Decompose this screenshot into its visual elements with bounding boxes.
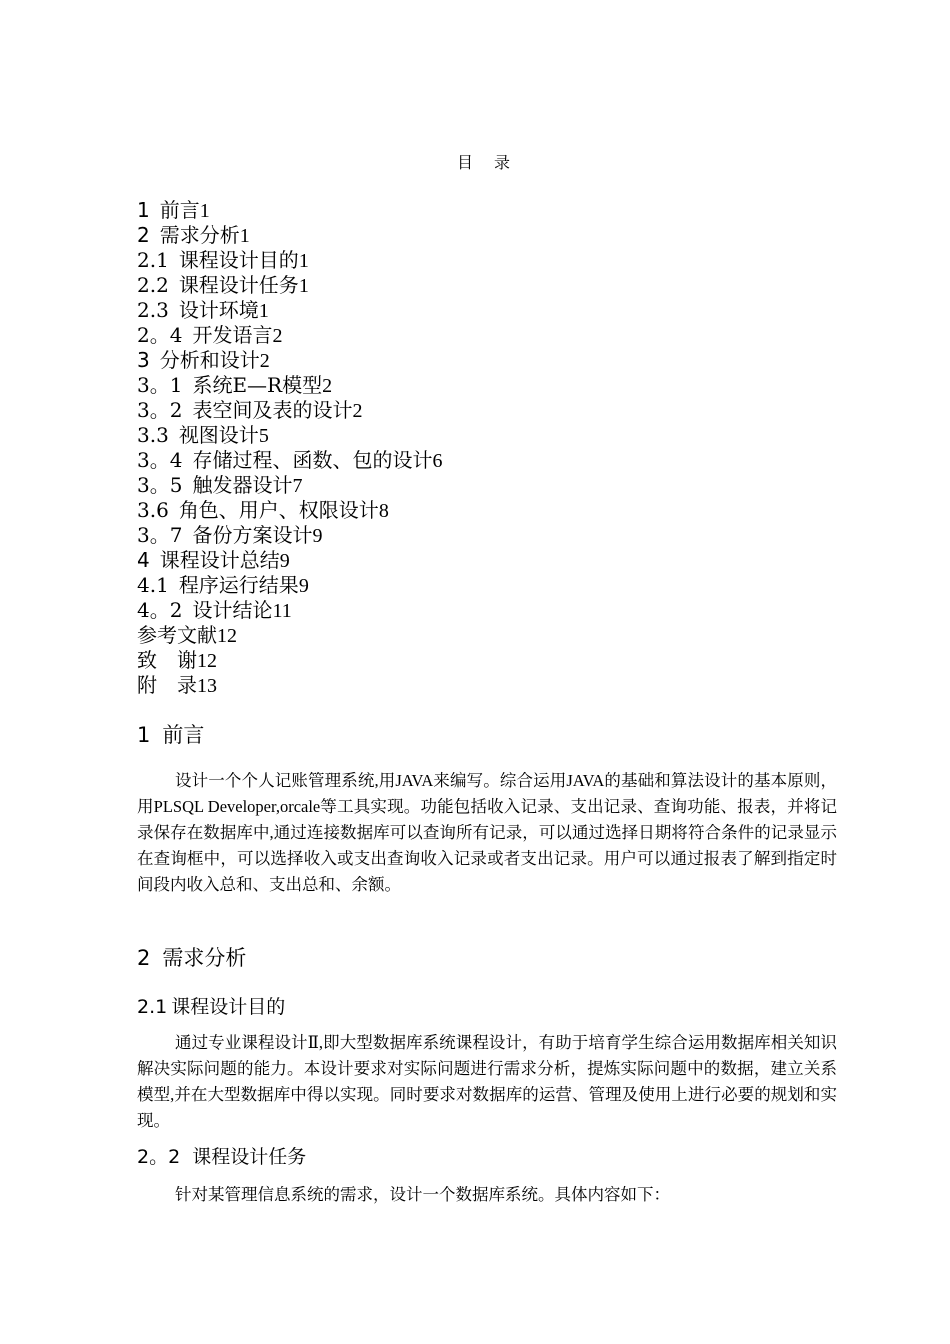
section-number: 1	[137, 723, 151, 747]
toc-entry	[137, 348, 837, 373]
toc-entry-page: 2	[259, 350, 270, 372]
toc-entry-page: 9	[279, 550, 290, 572]
toc-entry-page: 12	[217, 625, 237, 647]
toc-entry-title: 程序运行结果	[178, 573, 299, 597]
toc-entry-title: 分析和设计	[159, 348, 260, 372]
toc-entry-number: 2.1	[137, 248, 169, 272]
table-of-contents	[137, 198, 837, 698]
toc-entry-title: 设计结论	[192, 598, 273, 622]
toc-entry-page: 6	[432, 450, 443, 472]
toc-entry-title: 课程设计总结	[159, 548, 280, 572]
toc-entry-page: 5	[258, 425, 269, 447]
toc-entry-title: 前言	[159, 198, 200, 222]
toc-entry-page: 1	[199, 200, 210, 222]
toc-entry-number: 4.1	[137, 573, 169, 597]
toc-entry	[137, 248, 837, 273]
toc-entry-number: 4	[137, 548, 150, 572]
section-heading-2	[137, 944, 246, 972]
toc-entry-page: 11	[272, 600, 292, 622]
toc-entry-number: 3。5	[137, 473, 183, 497]
toc-entry-title: 参考文献	[137, 623, 217, 647]
toc-entry-page: 2	[322, 375, 333, 397]
toc-entry-title: 课程设计任务	[178, 273, 299, 297]
toc-entry-number: 3。2	[137, 398, 183, 422]
section-title: 课程设计任务	[192, 1146, 307, 1168]
section-1-paragraph: 设计一个个人记账管理系统,用JAVA来编写。综合运用JAVA的基础和算法设计的基本原则，用PLSQL Developer,orcale等工具实现。功能包括收入记录、支出记录、查询功能、报表，并将记录保存在数据库中,通过连接数据库可以查询所有记录，可以通过选择日期将符合条件的记录显示在查询框中，可以选择收入或支出查询收入记录或者支出记录。用户可以通过报表了解到指定时间段内收入总和、支出总和、余额。	[137, 771, 837, 894]
toc-entry	[137, 648, 837, 673]
toc-entry-number: 3。4	[137, 448, 183, 472]
toc-entry-number: 4。2	[137, 598, 183, 622]
toc-entry-page: 8	[378, 500, 389, 522]
toc-entry-number: 3。7	[137, 523, 183, 547]
toc-entry-title: 视图设计	[178, 423, 259, 447]
toc-entry-title: 备份方案设计	[192, 523, 313, 547]
toc-entry-number: 3.3	[137, 423, 169, 447]
toc-entry-page: 13	[197, 675, 217, 697]
toc-entry	[137, 473, 837, 498]
toc-entry	[137, 523, 837, 548]
toc-entry	[137, 323, 837, 348]
toc-entry-page: 1	[258, 300, 269, 322]
toc-entry	[137, 273, 837, 298]
toc-entry	[137, 448, 837, 473]
toc-entry	[137, 223, 837, 248]
toc-entry-title: 课程设计目的	[178, 248, 299, 272]
toc-entry	[137, 198, 837, 223]
toc-entry-page: 1	[239, 225, 250, 247]
section-title: 前言	[162, 723, 205, 747]
section-number: 2.1	[137, 996, 168, 1018]
toc-entry	[137, 573, 837, 598]
section-2-2-paragraph: 针对某管理信息系统的需求，设计一个数据库系统。具体内容如下：	[175, 1185, 670, 1204]
toc-entry-title: 需求分析	[159, 223, 240, 247]
toc-entry-page: 2	[352, 400, 363, 422]
toc-entry-number: 3	[137, 348, 150, 372]
toc-entry-title: 附 录	[137, 673, 197, 697]
toc-entry-title: 表空间及表的设计	[192, 398, 353, 422]
toc-entry-title: 致 谢	[137, 648, 197, 672]
toc-entry	[137, 548, 837, 573]
section-title: 需求分析	[162, 946, 247, 970]
toc-entry-number: 2.3	[137, 298, 169, 322]
toc-entry-title: 角色、用户、权限设计	[178, 498, 379, 522]
toc-entry-number: 3。1	[137, 373, 183, 397]
section-number: 2。2	[137, 1146, 181, 1168]
toc-entry-title: 触发器设计	[192, 473, 293, 497]
toc-entry	[137, 673, 837, 698]
toc-title: 目 录	[456, 153, 519, 172]
section-heading-2-2	[137, 1144, 306, 1170]
toc-entry	[137, 598, 837, 623]
toc-entry-number: 3.6	[137, 498, 169, 522]
section-heading-2-1	[137, 994, 285, 1020]
toc-entry	[137, 423, 837, 448]
toc-entry-title: 设计环境	[178, 298, 259, 322]
toc-entry-title: 开发语言	[192, 323, 273, 347]
toc-entry-page: 9	[312, 525, 323, 547]
toc-entry-page: 1	[298, 275, 309, 297]
section-number: 2	[137, 946, 151, 970]
toc-entry	[137, 373, 837, 398]
toc-entry-page: 2	[272, 325, 283, 347]
toc-entry-page: 1	[298, 250, 309, 272]
toc-entry-title: 存储过程、函数、包的设计	[192, 448, 433, 472]
section-heading-1	[137, 721, 204, 749]
toc-entry-page: 7	[292, 475, 303, 497]
toc-entry-title: 系统E—R模型	[192, 373, 323, 397]
toc-entry-number: 1	[137, 198, 150, 222]
toc-entry	[137, 498, 837, 523]
toc-entry-page: 12	[197, 650, 217, 672]
toc-entry-number: 2.2	[137, 273, 169, 297]
toc-entry-number: 2	[137, 223, 150, 247]
toc-entry	[137, 623, 837, 648]
toc-entry-number: 2。4	[137, 323, 183, 347]
section-title: 课程设计目的	[171, 996, 286, 1018]
toc-entry	[137, 398, 837, 423]
section-2-1-paragraph: 通过专业课程设计Ⅱ,即大型数据库系统课程设计，有助于培育学生综合运用数据库相关知识解决实际问题的能力。本设计要求对实际问题进行需求分析，提炼实际问题中的数据，建立关系模型,并在大型数据库中得以实现。同时要求对数据库的运营、管理及使用上进行必要的规划和实现。	[137, 1033, 837, 1130]
toc-entry-page: 9	[298, 575, 309, 597]
toc-entry	[137, 298, 837, 323]
